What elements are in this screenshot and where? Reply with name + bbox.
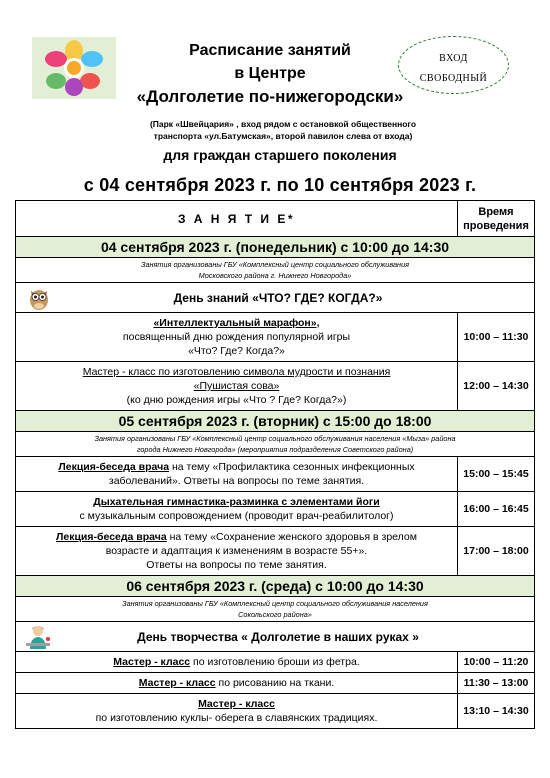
free-entry-line-1: ВХОД [439, 53, 468, 64]
title-line-2: в Центре [234, 65, 306, 82]
activity-cell [16, 313, 458, 362]
activity-text: на тему «Профилактика сезонных инфекционных [169, 461, 415, 473]
day-header-row [16, 237, 535, 258]
activity-title: Лекция-беседа врача [56, 531, 167, 543]
organizer-line-1: Занятия организованы ГБУ «Комплексный центр социального обслуживания [140, 260, 410, 269]
activity-cell [16, 457, 458, 492]
activity-line: (ко дню рождения игры «Что ? Где? Когда?») [126, 394, 347, 406]
activity-line: «Что? Где? Когда?» [188, 345, 285, 357]
day-header: 05 сентября 2023 г. (вторник) с 15:00 до 18:00 [16, 411, 535, 432]
activity-cell [16, 694, 458, 729]
day-header: 04 сентября 2023 г. (понедельник) с 10:00 до 14:30 [16, 237, 535, 258]
organizer-line-1: Занятия организованы ГБУ «Комплексный центр социального обслуживания населения [122, 599, 428, 608]
activity-title: Лекция-беседа врача [58, 461, 170, 473]
column-header-time-line-2: проведения [463, 219, 529, 232]
table-row [16, 694, 535, 729]
organizer-line-2: Московского района г. Нижнего Новгорода» [198, 271, 352, 280]
longevity-flower-logo [32, 37, 116, 99]
column-header-activity: З А Н Я Т И Е* [16, 201, 458, 237]
activity-cell [16, 362, 458, 411]
activity-line: с музыкальным сопровождением (проводит врач-реабилитолог) [79, 510, 394, 522]
table-row [16, 492, 535, 527]
address-line-2: транспорта «ул.Батумская», второй павилон слева от входа) [153, 131, 413, 141]
audience-text: для граждан старшего поколения [163, 147, 397, 163]
activity-cell [16, 527, 458, 576]
activity-title: Мастер - класс [138, 677, 216, 689]
organizer-text [16, 432, 535, 457]
activity-cell [16, 673, 458, 694]
activity-title: Мастер - класс по изготовлению символа мудрости и познания [82, 366, 391, 378]
table-row [16, 457, 535, 492]
activity-cell [16, 492, 458, 527]
activity-line: Ответы на вопросы по теме занятия. [146, 559, 327, 571]
organizer-line-2: города Нижнего Новгорода» (мероприятия подразделения Советского района) [136, 445, 414, 454]
organizer-line-1: Занятия организованы ГБУ «Комплексный центр социального обслуживания населения «Мыза» района [94, 434, 456, 443]
activity-title: Дыхательная гимнастика-разминка с элементами йоги [93, 496, 380, 508]
activity-title: Мастер - класс [198, 698, 275, 710]
day-header: 06 сентября 2023 г. (среда) с 10:00 до 14:30 [16, 576, 535, 597]
activity-line: возрасте и адаптация к изменениям в возрасте 55+». [105, 545, 368, 557]
table-row [16, 313, 535, 362]
title-line-1: Расписание занятий [189, 42, 351, 59]
table-row [16, 527, 535, 576]
organizer-text [16, 597, 535, 622]
schedule-table [15, 200, 535, 729]
craft-woman-icon [16, 623, 62, 651]
activity-line: посвященный дню рождения популярной игры [122, 331, 351, 343]
organizer-line-2: Сокольского района» [238, 610, 312, 619]
theme-row [16, 283, 535, 313]
activity-time: 15:00 – 15:45 [458, 457, 535, 492]
title-line-3: «Долголетие по-нижегородски» [136, 87, 404, 106]
activity-time: 16:00 – 16:45 [458, 492, 535, 527]
activity-time: 12:00 – 14:30 [458, 362, 535, 411]
day-theme: День творчества « Долголетие в наших руках » [137, 629, 419, 644]
activity-text: по рисованию на ткани. [215, 677, 335, 689]
free-entry-badge [398, 36, 509, 94]
activity-line: по изготовлению куклы- оберега в славянских традициях. [95, 712, 378, 724]
address [118, 118, 448, 142]
day-header-row [16, 411, 535, 432]
table-row [16, 673, 535, 694]
activity-cell [16, 652, 458, 673]
organizer-text [16, 258, 535, 283]
activity-line: «Пушистая сова» [193, 380, 280, 392]
day-header-row [16, 576, 535, 597]
column-header-time-line-1: Время [478, 205, 514, 218]
table-row [16, 652, 535, 673]
activity-line: заболеваний». Ответы на вопросы по теме занятия. [108, 475, 365, 487]
activity-text: на тему «Сохранение женского здоровья в зрелом [166, 531, 417, 543]
activity-title: Мастер - класс [113, 656, 191, 668]
activity-time: 10:00 – 11:20 [458, 652, 535, 673]
schedule-period: с 04 сентября 2023 г. по 10 сентября 2023 г. [83, 175, 477, 195]
column-header-time [458, 201, 535, 237]
address-line-1: (Парк «Швейцария» , вход рядом с остановкой общественного [149, 119, 417, 129]
owl-icon [16, 284, 62, 312]
table-header-row [16, 201, 535, 237]
table-row [16, 362, 535, 411]
activity-time: 11:30 – 13:00 [458, 673, 535, 694]
organizer-row [16, 432, 535, 457]
activity-title: «Интеллектуальный марафон», [153, 317, 320, 329]
title-block [125, 39, 415, 108]
theme-row [16, 622, 535, 652]
activity-time: 10:00 – 11:30 [458, 313, 535, 362]
activity-time: 13:10 – 14:30 [458, 694, 535, 729]
day-theme: День знаний «ЧТО? ГДЕ? КОГДА?» [173, 290, 383, 305]
organizer-row [16, 597, 535, 622]
activity-text: по изготовлению броши из фетра. [190, 656, 360, 668]
activity-time: 17:00 – 18:00 [458, 527, 535, 576]
free-entry-line-2: СВОБОДНЫЙ [419, 73, 488, 84]
organizer-row [16, 258, 535, 283]
